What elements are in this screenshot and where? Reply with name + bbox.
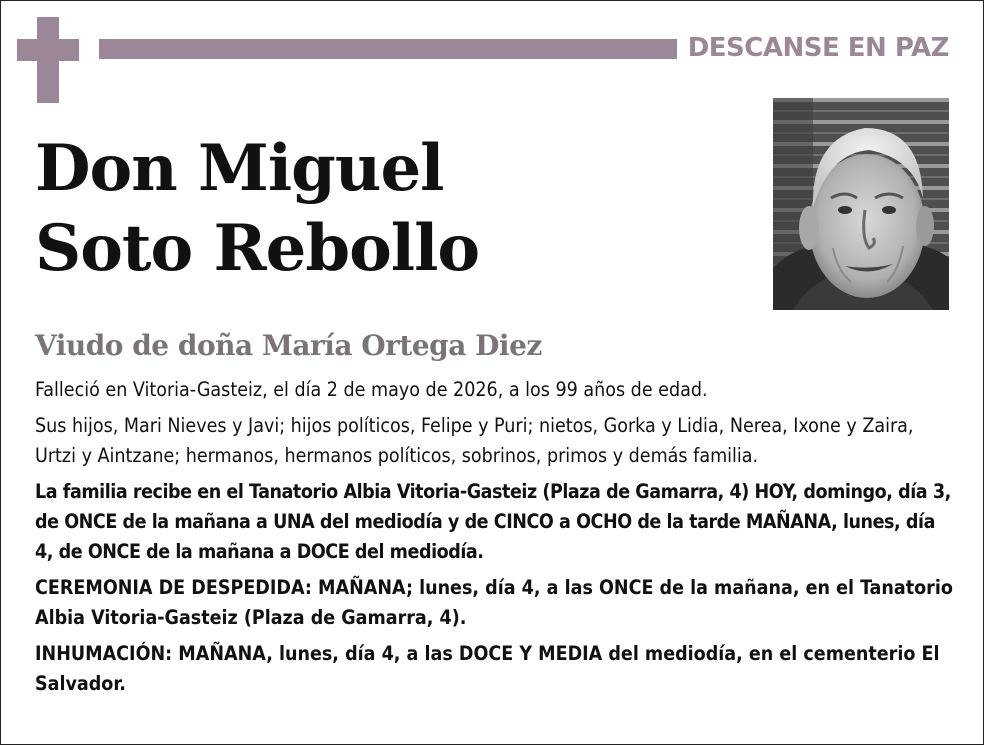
portrait-photo bbox=[773, 98, 949, 310]
header-rule bbox=[99, 39, 677, 59]
deceased-name bbox=[35, 129, 479, 289]
burial-info: INHUMACIÓN: MAÑANA, lunes, día 4, a las DOCE Y MEDIA del mediodía, en el cementerio El Salvador. bbox=[35, 642, 940, 695]
ceremony-info: CEREMONIA DE DESPEDIDA: MAÑANA; lunes, día 4, a las ONCE de la mañana, en el Tanatorio Albia Vitoria-Gasteiz (Plaza de Gamarra, 4). bbox=[35, 576, 953, 629]
reception-info: La familia recibe en el Tanatorio Albia Vitoria-Gasteiz (Plaza de Gamarra, 4) HOY, domingo, día 3, de ONCE de la mañana a UNA del mediodía y de CINCO a OCHO de la tarde MAÑANA, lunes, día 4, de ONCE de la mañana a DOCE del mediodía. bbox=[35, 480, 951, 563]
family-list: Sus hijos, Mari Nieves y Javi; hijos políticos, Felipe y Puri; nietos, Gorka y Lidia, Nerea, Ixone y Zaira, Urtzi y Aintzane; hermanos, hermanos políticos, sobrinos, primos y demás familia. bbox=[35, 414, 914, 467]
name-line-2: Soto Rebollo bbox=[35, 211, 480, 286]
death-notice: Falleció en Vitoria-Gasteiz, el día 2 de mayo de 2026, a los 99 años de edad. bbox=[35, 378, 708, 401]
widower-subtitle: Viudo de doña María Ortega Diez bbox=[35, 329, 542, 362]
section-label: DESCANSE EN PAZ bbox=[687, 33, 949, 63]
notice-body bbox=[35, 375, 955, 705]
name-line-1: Don Miguel bbox=[35, 131, 444, 206]
cross-icon bbox=[17, 17, 79, 103]
